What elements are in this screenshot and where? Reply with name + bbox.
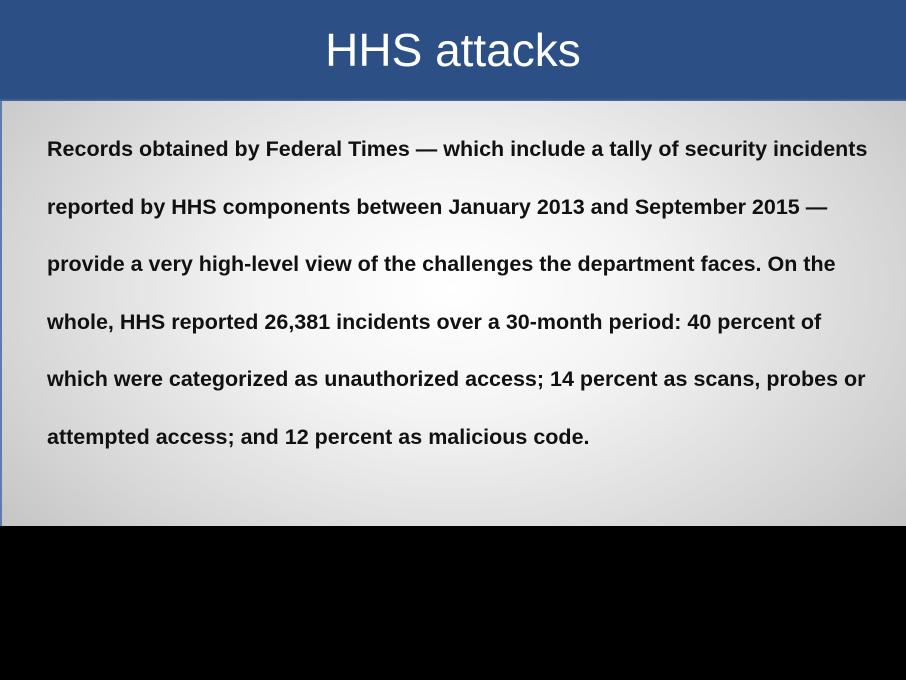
title-bar [0, 0, 906, 101]
letterbox-bottom [0, 526, 906, 680]
slide-body-text: Records obtained by Federal Times — which include a tally of security incidents reported by HHS components between January 2013 and September 2015 — provide a very high-level view of the challenges the department faces. On the whole, HHS reported 26,381 incidents over a 30-month period: 40 percent of which were categorized as unauthorized access; 14 percent as scans, probes or attempted access; and 12 percent as malicious code. [47, 137, 868, 449]
slide-left-edge [0, 101, 2, 526]
slide-title: HHS attacks [325, 24, 581, 76]
